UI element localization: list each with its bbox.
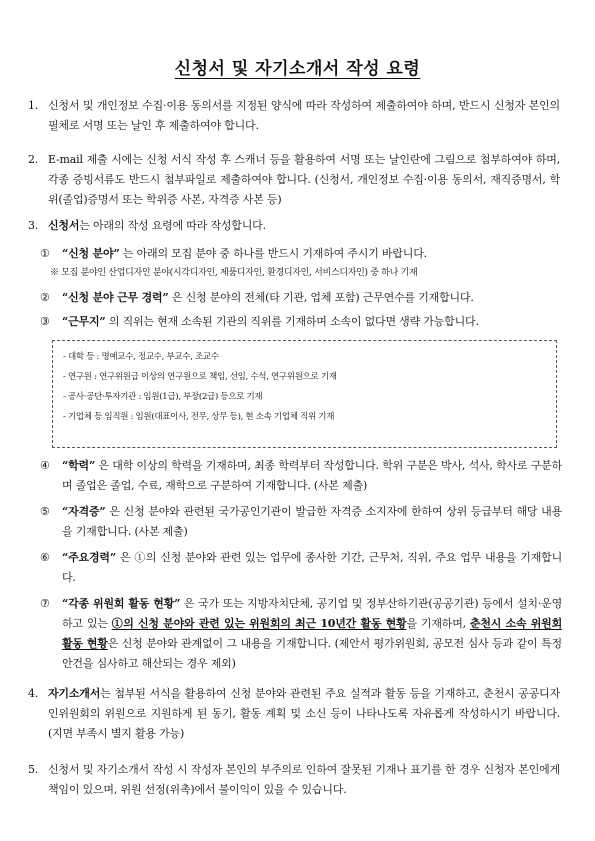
position-example-line: - 연구원 : 연구위원급 이상의 연구원으로 책임, 선임, 수석, 연구위원으로 기재 [63,372,337,382]
sub-item-7: ⑦ “각종 위원회 활동 현황” 은 국가 또는 지방자치단체, 공기업 및 정부산하기관(공공기관) 등에서 설치·운영하고 있는 ①의 신청 분야와 관련 있는 위원회의 최근 10년간 활동 현황을 기재하며, 춘천시 소속 위원회 활동 현황은 신청 분야와 관계없이 그 내용을 기재합니다. (제안서 평가위원회, 공모전 심사 등과 같이 특정 안건을 심사하고 해산되는 경우 제외) [40,597,562,670]
position-example-line: - 대학 등 : 명예교수, 정교수, 부교수, 조교수 [63,352,219,362]
item-2: 2. E-mail 제출 시에는 신청 서식 작성 후 스캐너 등을 활용하여 서명 또는 날인란에 그림으로 첨부하여야 하며, 각종 증빙서류도 반드시 첨부파일로 제출하여야 합니다. (신청서, 개인정보 수집·이용 동의서, 재직증명서, 학위(졸업)증명서 또는 학위증 사본, 자격증 사본 등) [28,153,560,206]
sub-item-4: ④ “학력” 은 대학 이상의 학력을 기재하며, 최종 학력부터 작성합니다. 학위 구분은 박사, 석사, 학사로 구분하며 졸업은 졸업, 수료, 재학으로 구분하여 기재합니다. (사본 제출) [40,459,562,492]
position-example-line: - 기업체 등 임직원 : 임원(대표이사, 전무, 상무 등), 현 소속 기업체 직위 기재 [63,412,335,422]
sub-item-5: ⑤ “자격증” 은 신청 분야와 관련된 국가공인기관이 발급한 자격증 소지자에 한하여 상위 등급부터 해당 내용을 기재합니다. (사본 제출) [40,505,562,538]
item-3: 3. 신청서는 아래의 작성 요령에 따라 작성합니다. [28,219,266,232]
page-title: 신청서 및 자기소개서 작성 요령 [174,59,421,79]
recruit-field-note: ※ 모집 분야인 산업디자인 분야(시각디자인, 제품디자인, 환경디자인, 서비스디자인) 중 하나 기재 [50,268,418,278]
sub-item-2: ② “신청 분야 근무 경력” 은 신청 분야의 전체(타 기관, 업체 포함) 근무연수를 기재합니다. [40,291,474,304]
item-4: 4. 자기소개서는 첨부된 서식을 활용하여 신청 분야와 관련된 주요 실적과 활동 등을 기재하고, 춘천시 공공디자인위원회의 위원으로 지원하게 된 동기, 활동 계획 및 소신 등이 나타나도록 자유롭게 작성하시기 바랍니다. (지면 부족시 별지 활용 가능) [28,687,560,740]
sub-item-1: ① “신청 분야” 는 아래의 모집 분야 중 하나를 반드시 기재하여 주시기 바랍니다. [40,247,427,260]
item-1: 1. 신청서 및 개인정보 수집·이용 동의서를 지정된 양식에 따라 작성하여 제출하여야 하며, 반드시 신청자 본인의 필체로 서명 또는 날인 후 제출하여야 합니다. [28,99,560,132]
position-examples-box [52,340,557,448]
item-5: 5. 신청서 및 자기소개서 작성 시 작성자 본인의 부주의로 인하여 잘못된 기재나 표기를 한 경우 신청자 본인에게 책임이 있으며, 위원 선정(위촉)에서 불이익이 있을 수 있습니다. [28,763,560,796]
position-example-line: - 공사·공단·투자기관 : 임원(1급), 부장(2급) 등으로 기재 [63,392,263,402]
sub-item-6: ⑥ “주요경력” 은 ①의 신청 분야와 관련 있는 업무에 종사한 기간, 근무처, 직위, 주요 업무 내용을 기재합니다. [40,551,562,584]
sub-item-3: ③ “근무지” 의 직위는 현재 소속된 기관의 직위를 기재하며 소속이 없다면 생략 가능합니다. [40,315,479,328]
